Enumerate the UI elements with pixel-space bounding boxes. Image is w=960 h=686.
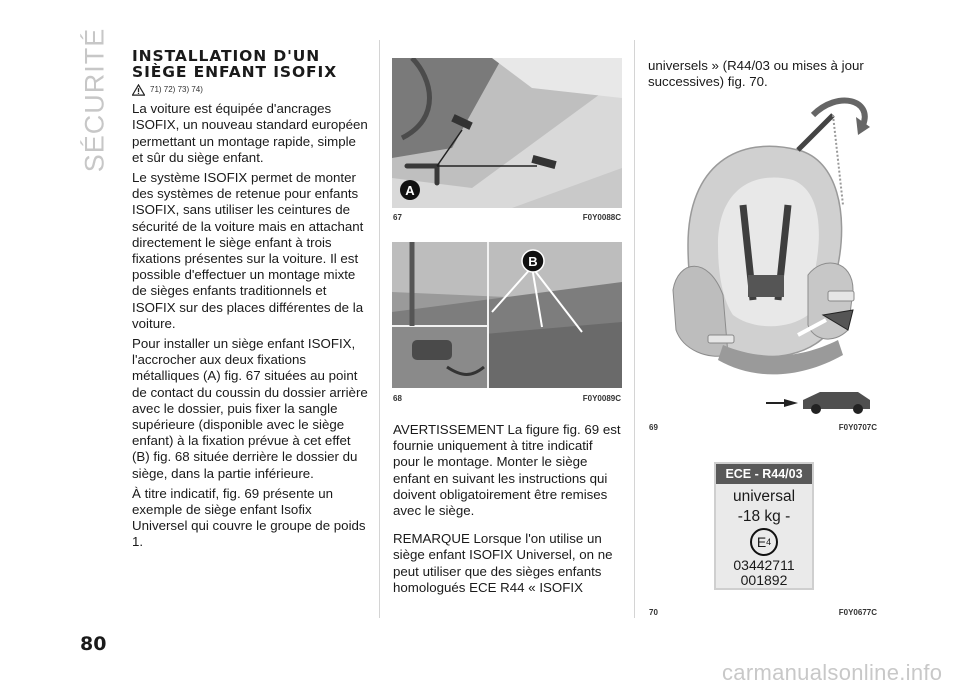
figure-67-image (392, 58, 622, 208)
e-mark-icon: E 4 (750, 528, 778, 556)
paragraph: Pour installer un siège enfant ISOFIX, l'accrocher aux deux fixations métalliques (A) fig. 67 situées au point de contact du coussin du dossier arrière avec le dossier, puis fixer la sangle supérieure (disponible avec le siège enfant) à la fixation prévue à cet effet (B) fig. 68 située derrière le dossier du siège, dans la partie inférieure. (132, 336, 368, 481)
figure-68-image (392, 242, 622, 388)
note-paragraph: REMARQUE Lorsque l'on utilise un siège enfant ISOFIX Universel, on ne peut utiliser que des sièges enfants homologués ECE R44 « ISOFIX (393, 531, 613, 595)
column-divider (634, 40, 635, 618)
ece-serial-number: 001892 (740, 572, 788, 588)
column-2 (393, 422, 621, 600)
section-side-title: SÉCURITÉ (79, 27, 110, 173)
callout-a-label: A (405, 183, 415, 198)
figure-70-caption: 70 F0Y0677C (649, 608, 877, 617)
warning-triangle-icon (132, 84, 145, 96)
warning-references: 71) 72) 73) 74) (132, 82, 370, 98)
page-number: 80 (80, 633, 107, 655)
ece-label-header: ECE - R44/03 (716, 464, 812, 484)
paragraph: Le système ISOFIX permet de monter des systèmes de retenue pour enfants ISOFIX, sans utiliser les ceintures de sécurité de la voiture mais en attachant directement le siège enfant à trois fixations présentes sur la voiture. Il est possible d'effectuer un montage mixte de sièges enfants traditionnels et ISOFIX sur des places différentes de la voiture. (132, 170, 364, 331)
column-3 (648, 58, 878, 94)
callout-b-label: B (528, 254, 538, 269)
ece-approval-number: 03442711 (733, 557, 795, 573)
figure-69-caption: 69 F0Y0707C (649, 423, 877, 432)
ece-label-category: universal (732, 488, 796, 505)
paragraph: La voiture est équipée d'ancrages ISOFIX, un nouveau standard européen permettant un montage rapide, simple et sûr du siège enfant. (132, 101, 368, 165)
figure-67-caption: 67 F0Y0088C (393, 213, 621, 222)
column-divider (379, 40, 380, 618)
figure-69-image (648, 95, 878, 415)
section-heading: INSTALLATION D'UN SIÈGE ENFANT ISOFIX (132, 47, 338, 81)
figure-68-caption: 68 F0Y0089C (393, 394, 621, 403)
ece-label-weight: -18 kg - (737, 508, 791, 525)
paragraph: universels » (R44/03 ou mises à jour successives) fig. 70. (648, 58, 864, 90)
warning-paragraph: AVERTISSEMENT La figure fig. 69 est fournie uniquement à titre indicatif pour le montage. Monter le siège enfant en suivant les instructions qui doivent obligatoirement être remises avec le siège. (393, 422, 621, 519)
paragraph: À titre indicatif, fig. 69 présente un exemple de siège enfant Isofix Universel qui couvre le groupe de poids 1. (132, 485, 366, 550)
watermark: carmanualsonline.info (722, 660, 943, 685)
ece-approval-label (714, 462, 814, 590)
column-1 (132, 48, 370, 555)
